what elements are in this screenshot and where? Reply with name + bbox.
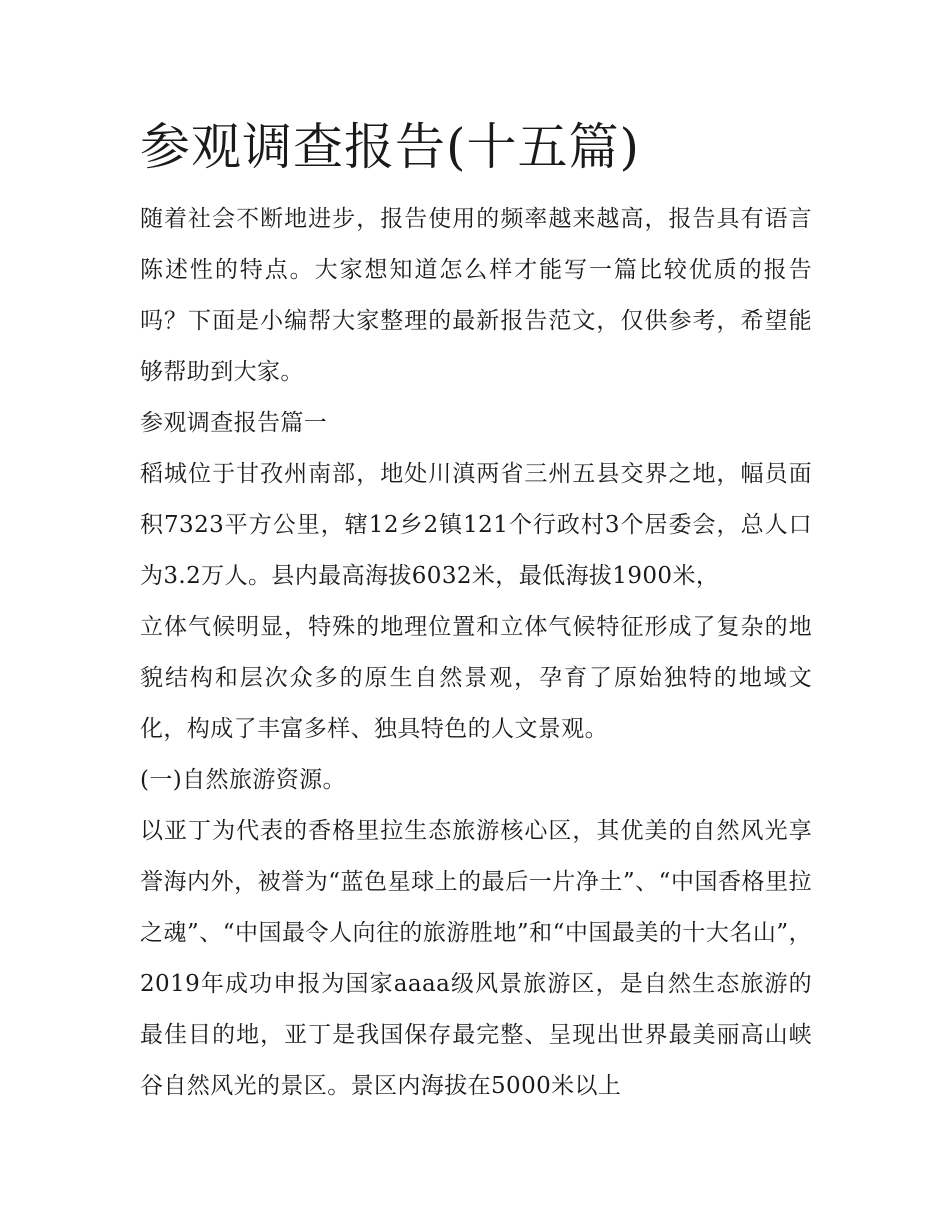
document-title: 参观调查报告(十五篇) [140,118,641,176]
body-paragraph: 稻城位于甘孜州南部，地处川滇两省三州五县交界之地，幅员面积7323平方公里，辖12乡2镇121个行政村3个居委会，总人口为3.2万人。县内最高海拔6032米，最低海拔1900米， [140,461,812,589]
document-page [140,112,812,1112]
section-heading: 参观调查报告篇一 [140,410,328,436]
intro-paragraph: 随着社会不断地进步，报告使用的频率越来越高，报告具有语言陈述性的特点。大家想知道怎么样才能写一篇比较优质的报告吗？下面是小编帮大家整理的最新报告范文，仅供参考，希望能够帮助到大家。 [140,206,812,385]
body-paragraph: 立体气候明显，特殊的地理位置和立体气候特征形成了复杂的地貌结构和层次众多的原生自然景观，孕育了原始独特的地域文化，构成了丰富多样、独具特色的人文景观。 [140,614,812,742]
subsection-heading: (一)自然旅游资源。 [140,767,346,793]
body-paragraph: 以亚丁为代表的香格里拉生态旅游核心区，其优美的自然风光享誉海内外，被誉为“蓝色星球上的最后一片净土”、“中国香格里拉之魂”、“中国最令人向往的旅游胜地”和“中国最美的十大名山”，2019年成功申报为国家aaaa级风景旅游区，是自然生态旅游的最佳目的地，亚丁是我国保存最完整、呈现出世界最美丽高山峡谷自然风光的景区。景区内海拔在5000米以上 [140,818,812,1099]
